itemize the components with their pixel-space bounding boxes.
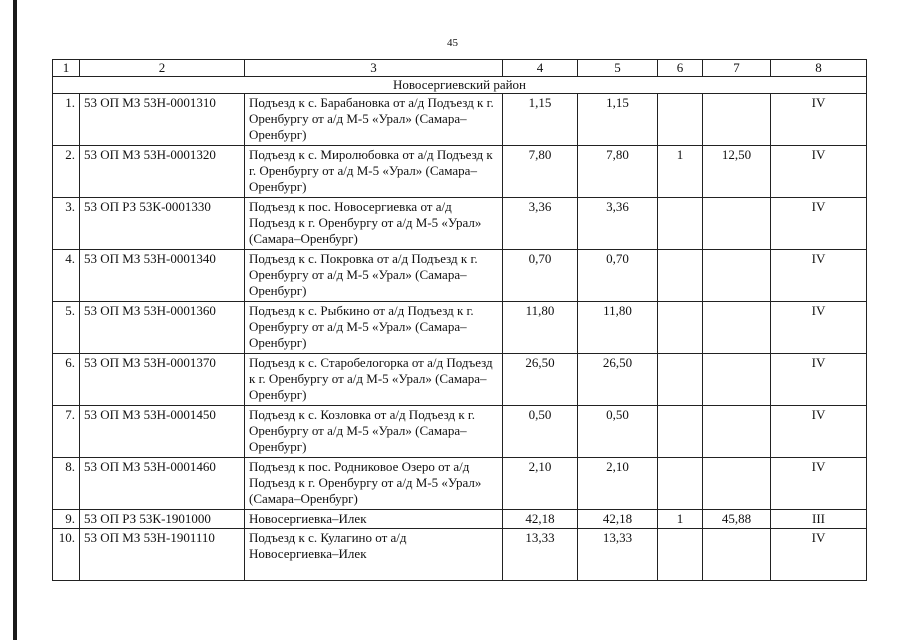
lanes-value bbox=[658, 529, 703, 581]
lanes-value: 1 bbox=[658, 510, 703, 529]
lanes-value bbox=[658, 458, 703, 510]
header-row bbox=[53, 60, 867, 77]
paved-length: 11,80 bbox=[578, 302, 658, 354]
road-length: 13,33 bbox=[503, 529, 578, 581]
row-number: 8. bbox=[53, 458, 80, 510]
header-cell: 2 bbox=[80, 60, 245, 77]
road-name: Новосергиевка–Илек bbox=[245, 510, 503, 529]
paved-length: 0,70 bbox=[578, 250, 658, 302]
row-number: 9. bbox=[53, 510, 80, 529]
header-cell: 1 bbox=[53, 60, 80, 77]
table-row bbox=[53, 302, 867, 354]
table-row bbox=[53, 458, 867, 510]
row-number: 3. bbox=[53, 198, 80, 250]
lane-length bbox=[703, 529, 771, 581]
road-code: 53 ОП МЗ 53Н-0001450 bbox=[80, 406, 245, 458]
road-code: 53 ОП РЗ 53К-1901000 bbox=[80, 510, 245, 529]
road-code: 53 ОП МЗ 53Н-0001320 bbox=[80, 146, 245, 198]
paved-length: 0,50 bbox=[578, 406, 658, 458]
lane-length bbox=[703, 94, 771, 146]
lanes-value bbox=[658, 302, 703, 354]
road-name: Подъезд к с. Старобелогорка от а/д Подъезд к г. Оренбургу от а/д М-5 «Урал» (Самара–Оренбург) bbox=[245, 354, 503, 406]
road-length: 7,80 bbox=[503, 146, 578, 198]
road-length: 26,50 bbox=[503, 354, 578, 406]
lane-length bbox=[703, 198, 771, 250]
road-length: 0,50 bbox=[503, 406, 578, 458]
paved-length: 42,18 bbox=[578, 510, 658, 529]
district-row bbox=[53, 77, 867, 94]
paved-length: 1,15 bbox=[578, 94, 658, 146]
road-code: 53 ОП МЗ 53Н-0001340 bbox=[80, 250, 245, 302]
row-number: 6. bbox=[53, 354, 80, 406]
road-name: Подъезд к с. Козловка от а/д Подъезд к г. Оренбургу от а/д М-5 «Урал» (Самара–Оренбург) bbox=[245, 406, 503, 458]
header-cell: 6 bbox=[658, 60, 703, 77]
table-row bbox=[53, 510, 867, 529]
road-name: Подъезд к с. Миролюбовка от а/д Подъезд к г. Оренбургу от а/д М-5 «Урал» (Самара–Оренбург) bbox=[245, 146, 503, 198]
road-category: IV bbox=[771, 458, 867, 510]
header-cell: 5 bbox=[578, 60, 658, 77]
table-row bbox=[53, 354, 867, 406]
road-name: Подъезд к пос. Родниковое Озеро от а/д Подъезд к г. Оренбургу от а/д М-5 «Урал» (Самара–Оренбург) bbox=[245, 458, 503, 510]
header-cell: 4 bbox=[503, 60, 578, 77]
lane-length bbox=[703, 406, 771, 458]
lanes-value bbox=[658, 250, 703, 302]
road-category: IV bbox=[771, 250, 867, 302]
road-code: 53 ОП РЗ 53К-0001330 bbox=[80, 198, 245, 250]
road-length: 42,18 bbox=[503, 510, 578, 529]
scan-edge-bar bbox=[13, 0, 17, 640]
lane-length: 12,50 bbox=[703, 146, 771, 198]
lanes-value bbox=[658, 354, 703, 406]
road-length: 11,80 bbox=[503, 302, 578, 354]
road-category: IV bbox=[771, 406, 867, 458]
road-length: 2,10 bbox=[503, 458, 578, 510]
paved-length: 13,33 bbox=[578, 529, 658, 581]
page-number: 45 bbox=[447, 37, 458, 49]
paved-length: 7,80 bbox=[578, 146, 658, 198]
road-name: Подъезд к с. Барабановка от а/д Подъезд к г. Оренбургу от а/д М-5 «Урал» (Самара–Оренбург) bbox=[245, 94, 503, 146]
lanes-value: 1 bbox=[658, 146, 703, 198]
road-name: Подъезд к с. Покровка от а/д Подъезд к г. Оренбургу от а/д М-5 «Урал» (Самара–Оренбург) bbox=[245, 250, 503, 302]
table-row bbox=[53, 529, 867, 581]
lanes-value bbox=[658, 198, 703, 250]
paved-length: 26,50 bbox=[578, 354, 658, 406]
row-number: 1. bbox=[53, 94, 80, 146]
lanes-value bbox=[658, 406, 703, 458]
road-name: Подъезд к с. Кулагино от а/д Новосергиевка–Илек bbox=[245, 529, 503, 581]
table-row bbox=[53, 146, 867, 198]
lane-length bbox=[703, 302, 771, 354]
header-cell: 3 bbox=[245, 60, 503, 77]
road-code: 53 ОП МЗ 53Н-0001460 bbox=[80, 458, 245, 510]
road-category: IV bbox=[771, 354, 867, 406]
road-category: IV bbox=[771, 198, 867, 250]
road-name: Подъезд к с. Рыбкино от а/д Подъезд к г. Оренбургу от а/д М-5 «Урал» (Самара–Оренбург) bbox=[245, 302, 503, 354]
road-code: 53 ОП МЗ 53Н-1901110 bbox=[80, 529, 245, 581]
table-row bbox=[53, 198, 867, 250]
road-category: IV bbox=[771, 302, 867, 354]
road-category: IV bbox=[771, 94, 867, 146]
road-category: IV bbox=[771, 146, 867, 198]
row-number: 2. bbox=[53, 146, 80, 198]
table-row bbox=[53, 250, 867, 302]
table-row bbox=[53, 94, 867, 146]
road-length: 1,15 bbox=[503, 94, 578, 146]
lane-length: 45,88 bbox=[703, 510, 771, 529]
lane-length bbox=[703, 458, 771, 510]
road-length: 0,70 bbox=[503, 250, 578, 302]
header-cell: 7 bbox=[703, 60, 771, 77]
row-number: 4. bbox=[53, 250, 80, 302]
lanes-value bbox=[658, 94, 703, 146]
paved-length: 2,10 bbox=[578, 458, 658, 510]
road-code: 53 ОП МЗ 53Н-0001360 bbox=[80, 302, 245, 354]
lane-length bbox=[703, 354, 771, 406]
row-number: 10. bbox=[53, 529, 80, 581]
road-code: 53 ОП МЗ 53Н-0001370 bbox=[80, 354, 245, 406]
road-name: Подъезд к пос. Новосергиевка от а/д Подъезд к г. Оренбургу от а/д М-5 «Урал» (Самара–Оренбург) bbox=[245, 198, 503, 250]
road-length: 3,36 bbox=[503, 198, 578, 250]
district-title: Новосергиевский район bbox=[53, 77, 867, 94]
paved-length: 3,36 bbox=[578, 198, 658, 250]
row-number: 5. bbox=[53, 302, 80, 354]
lane-length bbox=[703, 250, 771, 302]
road-category: IV bbox=[771, 529, 867, 581]
table-row bbox=[53, 406, 867, 458]
road-category: III bbox=[771, 510, 867, 529]
road-code: 53 ОП МЗ 53Н-0001310 bbox=[80, 94, 245, 146]
roads-table bbox=[52, 59, 867, 581]
row-number: 7. bbox=[53, 406, 80, 458]
header-cell: 8 bbox=[771, 60, 867, 77]
